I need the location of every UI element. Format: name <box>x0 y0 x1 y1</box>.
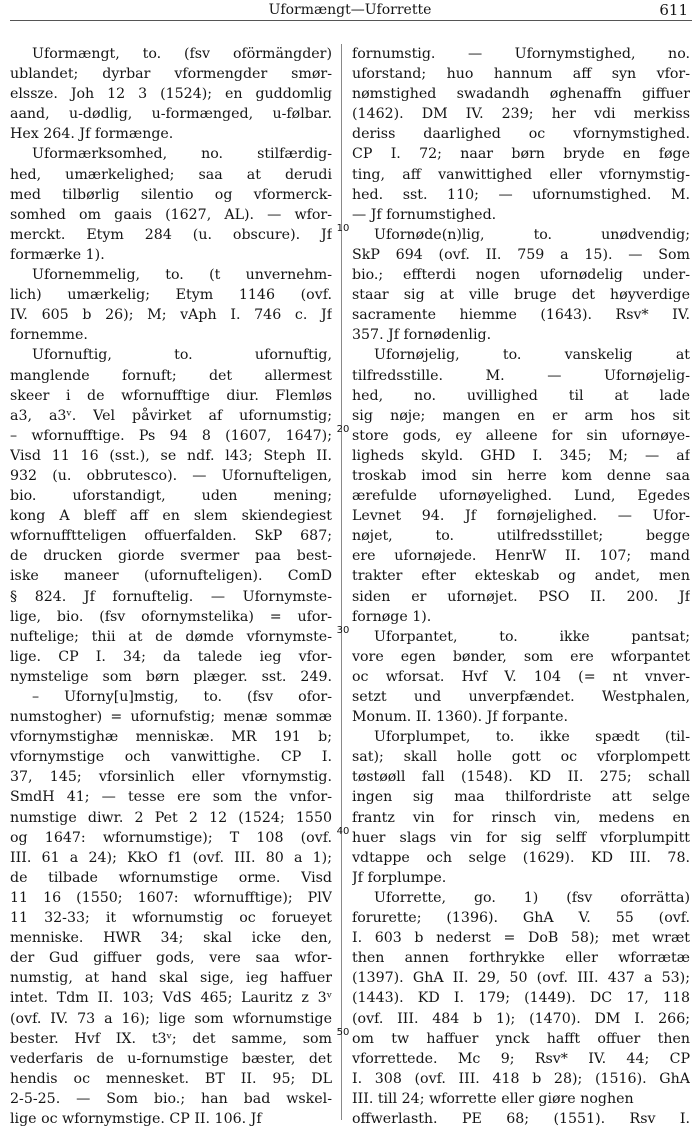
right-column-line: Monum. II. 1360). Jf forpante. <box>352 709 569 726</box>
right-column-line: (1443). KD I. 179; (1449). DC 17, 118 <box>352 990 690 1007</box>
left-column-line: elssze. Joh 12 3 (1524); en guddomlig <box>10 86 332 103</box>
left-column-line: Uformængt, to. (fsv oförmängder) <box>32 46 332 62</box>
right-column-line: forurette; (1396). GhA V. 55 (ovf. <box>352 910 690 927</box>
right-column-line: (ovf. III. 484 b 1); (1470). DM I. 266; <box>352 1010 690 1027</box>
left-column-line: merckt. Etym 284 (u. obscure). Jf <box>10 226 332 243</box>
left-column-line: hendis oc mennesket. BT II. 95; DL <box>10 1070 332 1087</box>
left-column-line: de tilbade wfornumstige orme. Visd <box>10 869 332 886</box>
left-column-line: somhed om gaais (1627, AL). — wfor- <box>10 206 332 223</box>
left-column-line: Ufornuftig, to. ufornuftig, <box>32 347 332 364</box>
right-column-line: offwerlasth. PE 68; (1551). Rsv I. <box>352 1110 690 1127</box>
line-number-50: 50 <box>336 1027 350 1038</box>
right-column-line: Uforrette, go. 1) (fsv oforrätta) <box>374 889 690 906</box>
right-column-line: hed. sst. 110; — ufornumstighed. M. <box>352 186 690 203</box>
right-column-line: vforrettede. Mc 9; Rsv* IV. 44; CP <box>352 1050 690 1067</box>
left-column-line: numstig, at hand skal sige, ieg haffuer <box>10 970 332 987</box>
left-column-line: lich) umærkelig; Etym 1146 (ovf. <box>10 287 332 304</box>
left-column-line: lige. CP I. 34; da talede ieg vfor- <box>10 648 332 665</box>
line-number-20: 20 <box>336 424 350 435</box>
right-column-line: (1397). GhA II. 29, 50 (ovf. III. 437 a 53); <box>352 970 690 987</box>
left-column-line: kong A bleff aff en slem skiendegiest <box>10 508 332 525</box>
right-column-line: huer slags vin for sig selff vforplumpitt <box>352 829 690 846</box>
right-column-line: — Jf fornumstighed. <box>352 206 497 223</box>
left-column-line: nuftelige; thii at de dømde vfornymste- <box>10 628 332 645</box>
right-column-line: Levnet 94. Jf fornøjelighed. — Ufor- <box>352 508 690 525</box>
column-divider <box>341 44 342 1120</box>
right-column-line: nøjet, to. utilfredsstillet; begge <box>352 528 690 545</box>
left-column-line: numstogher) = ufornufstig; menæ sommæ <box>10 709 332 726</box>
right-column-line: fornøge 1). <box>352 608 432 625</box>
right-column-line: then annen forthrykke eller wforrætæ <box>352 950 690 967</box>
left-column-line: med tilbørlig silentio og vformerck- <box>10 186 332 203</box>
line-number-40: 40 <box>336 826 350 837</box>
right-column-line: staar sig at ville bruge det høyverdige <box>352 287 690 304</box>
left-column-line: skeer i de wfornufftige diur. Flemløs <box>10 387 332 404</box>
right-column-line: uforstand; huo hannum aff syn vfor- <box>352 66 690 83</box>
right-column-line: ingen sig maa thilfordriste att selge <box>352 789 690 806</box>
left-column-line: nymstelige som børn plæger. sst. 249. <box>10 668 332 685</box>
left-column-line: formærke 1). <box>10 246 105 263</box>
left-column-line: Ufornemmelig, to. (t unvernehm- <box>32 267 332 284</box>
left-column-line: – Uforny[u]mstig, to. (fsv ofor- <box>32 689 332 705</box>
right-column-line: sig nøje; mangen en er arm hos sit <box>352 407 690 424</box>
left-column-line: og 1647: wfornumstige); T 108 (ovf. <box>10 829 332 846</box>
right-column-line: Ufornøjelig, to. vanskelig at <box>374 347 690 364</box>
left-column-line: aand, u-dødlig, u-formænged, u-følbar. <box>10 106 332 123</box>
right-column-line: troskab imod sin herre kom denne saa <box>352 467 690 484</box>
line-number-10: 10 <box>336 223 350 234</box>
right-column-line: (1462). DM IV. 239; her vdi merkiss <box>352 106 690 123</box>
right-column-line: deriss daarlighed oc vfornymstighed. <box>352 126 690 143</box>
right-column-line: sat); skall holle gott oc vforplompett <box>352 749 690 766</box>
right-column-line: hed, no. uvillighed til at lade <box>352 387 690 404</box>
running-head: Uformængt—Uforrette <box>268 2 432 18</box>
right-column-line: bio.; effterdi nogen ufornødelig under- <box>352 267 690 284</box>
right-column-line: Jf forplumpe. <box>352 869 447 886</box>
left-column-line: manglende fornuft; det allermest <box>10 367 332 384</box>
right-column-line: setzt und unverpfændet. Westphalen, <box>352 689 690 705</box>
left-column-line: lige, bio. (fsv ofornymstelika) = ufor- <box>10 608 332 625</box>
right-column-line: tøstøøll fall (1548). KD II. 275; schall <box>352 769 690 786</box>
right-column-line: SkP 694 (ovf. II. 759 a 15). — Som <box>352 246 690 263</box>
left-column-line: Visd 11 16 (sst.), se ndf. l43; Steph II. <box>10 447 332 464</box>
left-column-line: 932 (u. obbrutesco). — Ufornufteligen, <box>10 467 332 484</box>
left-column-line: bio. uforstandigt, uden mening; <box>10 488 332 505</box>
right-column-line: om tw haffuer ynck hafft offuer then <box>352 1030 690 1047</box>
left-column-line: lige oc wfornymstige. CP II. 106. Jf <box>10 1110 262 1127</box>
left-column-line: SmdH 41; — tesse ere som the vnfor- <box>10 789 332 806</box>
left-column-line: vederfaris de u-fornumstige bæster, det <box>10 1050 332 1067</box>
right-column-line: Uforplumpet, to. ikke spædt (til- <box>374 729 690 746</box>
right-column-line: vdtappe och selge (1629). KD III. 78. <box>352 849 690 866</box>
header-rule <box>10 20 692 21</box>
right-column-line: vore egen bønder, som ere wforpantet <box>352 648 690 665</box>
left-column-line: Hex 264. Jf formænge. <box>10 126 174 143</box>
right-column-line: nømstighed swadandh øghenaffn giffuer <box>352 86 690 103</box>
left-column-line: (ovf. IV. 73 a 16); lige som wfornumstige <box>10 1010 332 1027</box>
right-column-line: ere ufornøjede. HenrW II. 107; mand <box>352 548 690 565</box>
left-column-line: Uformærksomhed, no. stilfærdig- <box>32 146 332 163</box>
right-column-line: frantz vin for rinsch vin, medens en <box>352 809 690 826</box>
left-column-line: der Gud giffuer gods, vere saa wfor- <box>10 950 332 967</box>
left-column-line: a3, a3ᵛ. Vel påvirket af ufornumstig; <box>10 407 332 424</box>
right-column-line: CP I. 72; naar børn bryde en føge <box>352 146 690 163</box>
left-column-line: bester. Hvf IX. t3ᵛ; det samme, som <box>10 1030 332 1047</box>
left-column-line: 11 32-33; it wfornumstig oc forueyet <box>10 910 332 927</box>
right-column-line: oc wforsat. Hvf V. 104 (= nt vnver- <box>352 668 690 685</box>
left-column-line: 11 16 (1550; 1607: wfornufftige); PlV <box>10 889 332 906</box>
page-number: 611 <box>659 1 688 19</box>
left-column-line: III. 61 a 24); KkO f1 (ovf. III. 80 a 1); <box>10 849 332 866</box>
left-column <box>10 44 332 1129</box>
right-column-line: ligheds skyld. GHD I. 345; M; — af <box>352 447 690 464</box>
right-column-line: Uforpantet, to. ikke pantsat; <box>374 628 690 645</box>
left-column-line: wfornufftteligen offuerfalden. SkP 687; <box>10 528 332 545</box>
left-column-line: iske maneer (ufornufteligen). ComD <box>10 568 332 585</box>
right-column-line: 357. Jf fornødenlig. <box>352 327 492 344</box>
right-column-line: III. till 24; wforrette eller giøre noghen <box>352 1090 634 1107</box>
left-column-line: § 824. Jf fornuftelig. — Ufornymste- <box>10 588 332 605</box>
right-column-line: I. 308 (ovf. III. 418 b 28); (1516). GhA <box>352 1070 690 1087</box>
left-column-line: 37, 145; vforsinlich eller vfornymstig. <box>10 769 332 786</box>
left-column-line: fornemme. <box>10 327 88 344</box>
right-column-line: siden er ufornøjet. PSO II. 200. Jf <box>352 588 690 605</box>
left-column-line: ublandet; dyrbar vformengder smør- <box>10 66 332 83</box>
left-column-line: de drucken giorde svermer paa best- <box>10 548 332 565</box>
line-number-30: 30 <box>336 625 350 636</box>
left-column-line: 2-5-25. — Som bio.; han bad wskel- <box>10 1090 332 1107</box>
right-column-line: fornumstig. — Ufornymstighed, no. <box>352 46 690 62</box>
left-column-line: vfornymstige och vanwittighe. CP I. <box>10 749 332 766</box>
left-column-line: IV. 605 b 26); M; vAph I. 746 c. Jf <box>10 307 332 324</box>
right-column-line: trakter efter ekteskab og andet, men <box>352 568 690 585</box>
left-column-line: hed, umærkelighed; saa at derudi <box>10 166 332 183</box>
left-column-line: intet. Tdm II. 103; VdS 465; Lauritz z 3ᵛ <box>10 990 332 1007</box>
right-column-line: ærefulde ufornøyelighed. Lund, Egedes <box>352 488 690 505</box>
right-column-line: I. 603 b nederst = DoB 58); met wræt <box>352 930 690 947</box>
right-column <box>352 44 690 1129</box>
right-column-line: tilfredsstille. M. — Ufornøjelig- <box>352 367 690 384</box>
right-column-line: sacramente hiemme (1643). Rsv* IV. <box>352 307 690 324</box>
right-column-line: Ufornøde(n)lig, to. unødvendig; <box>374 226 690 243</box>
right-column-line: store gods, ey alleene for sin ufornøye- <box>352 427 690 444</box>
right-column-line: ting, aff vanwittighed eller vfornymstig- <box>352 166 690 183</box>
left-column-line: – wfornufftige. Ps 94 8 (1607, 1647); <box>10 427 332 444</box>
left-column-line: menniske. HWR 34; skal icke den, <box>10 930 332 947</box>
left-column-line: numstige diwr. 2 Pet 2 12 (1524; 1550 <box>10 809 332 826</box>
left-column-line: vfornymstighæ menniskæ. MR 191 b; <box>10 729 332 746</box>
